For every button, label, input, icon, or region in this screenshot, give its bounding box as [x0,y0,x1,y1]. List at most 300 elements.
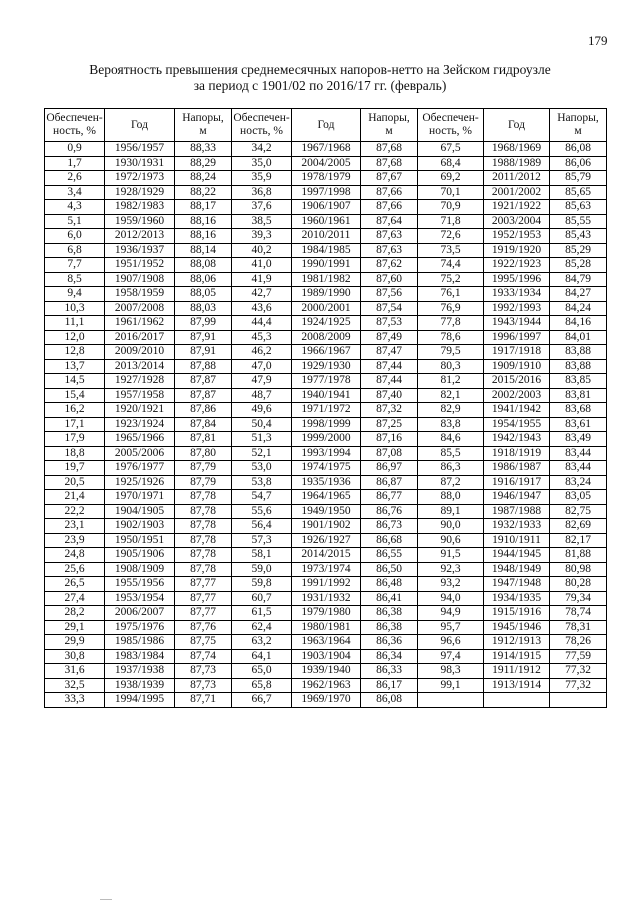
page-number: 179 [588,33,608,48]
table-cell: 87,44 [361,359,418,374]
table-cell: 1934/1935 [484,591,550,606]
table-cell: 32,5 [45,678,105,693]
table-cell: 1962/1963 [292,678,361,693]
table-cell: 1989/1990 [292,287,361,302]
table-cell: 19,7 [45,461,105,476]
table-cell: 86,38 [361,620,418,635]
table-cell: 83,85 [550,374,607,389]
table-cell: 94,9 [418,606,484,621]
table-cell: 90,6 [418,533,484,548]
table-cell: 1995/1996 [484,272,550,287]
table-cell: 87,81 [175,432,232,447]
table-row [45,519,607,534]
table-cell: 52,1 [232,446,292,461]
table-cell: 1920/1921 [105,403,175,418]
table-cell: 1984/1985 [292,243,361,258]
table-cell: 1912/1913 [484,635,550,650]
table-cell: 87,73 [175,664,232,679]
table-cell: 1986/1987 [484,461,550,476]
table-row [45,156,607,171]
table-row [45,330,607,345]
table-row [45,171,607,186]
table-cell: 59,0 [232,562,292,577]
table-cell: 83,24 [550,475,607,490]
table-cell: 35,9 [232,171,292,186]
table-row [45,316,607,331]
table-cell: 80,3 [418,359,484,374]
table-cell: 2010/2011 [292,229,361,244]
table-row [45,693,607,708]
table-row [45,287,607,302]
table-cell: 1909/1910 [484,359,550,374]
table-cell: 1967/1968 [292,142,361,157]
table-cell: 86,38 [361,606,418,621]
table-cell: 78,6 [418,330,484,345]
table-cell: 82,17 [550,533,607,548]
table-cell: 88,08 [175,258,232,273]
table-row [45,417,607,432]
table-cell: 88,03 [175,301,232,316]
table-cell: 84,24 [550,301,607,316]
table-cell: 87,80 [175,446,232,461]
table-row [45,562,607,577]
data-table [44,108,607,708]
table-cell: 68,4 [418,156,484,171]
table-cell: 86,33 [361,664,418,679]
table-cell: 1911/1912 [484,664,550,679]
table-cell: 89,1 [418,504,484,519]
table-row [45,678,607,693]
table-cell: 28,2 [45,606,105,621]
table-cell: 87,2 [418,475,484,490]
table-cell: 30,8 [45,649,105,664]
table-cell: 85,5 [418,446,484,461]
table-cell: 2004/2005 [292,156,361,171]
table-cell: 66,7 [232,693,292,708]
table-cell: 84,6 [418,432,484,447]
table-cell: 1943/1944 [484,316,550,331]
table-cell: 2014/2015 [292,548,361,563]
table-cell: 39,3 [232,229,292,244]
table-cell: 1961/1962 [105,316,175,331]
table-row [45,446,607,461]
table-row [45,200,607,215]
header-security-1: Обеспечен- ность, % [45,109,105,142]
table-cell: 84,27 [550,287,607,302]
table-cell: 85,29 [550,243,607,258]
table-cell: 1925/1926 [105,475,175,490]
table-cell: 1945/1946 [484,620,550,635]
table-row [45,345,607,360]
table-cell: 47,0 [232,359,292,374]
table-cell: 57,3 [232,533,292,548]
table-cell: 87,47 [361,345,418,360]
table-cell: 86,77 [361,490,418,505]
table-cell: 1940/1941 [292,388,361,403]
table-cell: 81,2 [418,374,484,389]
table-cell: 18,8 [45,446,105,461]
table-cell [418,693,484,708]
table-cell: 88,05 [175,287,232,302]
table-cell: 1947/1948 [484,577,550,592]
table-cell: 77,8 [418,316,484,331]
table-cell: 87,78 [175,519,232,534]
table-cell: 9,4 [45,287,105,302]
table-cell: 1921/1922 [484,200,550,215]
table-cell: 1988/1989 [484,156,550,171]
table-row [45,432,607,447]
table-row [45,606,607,621]
table-cell: 1924/1925 [292,316,361,331]
table-cell: 1985/1986 [105,635,175,650]
table-cell: 1968/1969 [484,142,550,157]
table-cell: 2006/2007 [105,606,175,621]
table-cell: 1951/1952 [105,258,175,273]
table-cell: 1972/1973 [105,171,175,186]
header-head-1: Напоры, м [175,109,232,142]
table-cell: 1904/1905 [105,504,175,519]
table-cell: 1975/1976 [105,620,175,635]
table-cell: 82,9 [418,403,484,418]
table-cell: 87,63 [361,229,418,244]
table-row [45,185,607,200]
table-cell: 38,5 [232,214,292,229]
table-cell: 73,5 [418,243,484,258]
table-cell: 94,0 [418,591,484,606]
table-cell: 87,86 [175,403,232,418]
table-cell: 2015/2016 [484,374,550,389]
table-row [45,374,607,389]
table-cell: 2016/2017 [105,330,175,345]
table-cell: 63,2 [232,635,292,650]
table-cell: 87,68 [361,142,418,157]
table-cell: 1905/1906 [105,548,175,563]
table-cell: 33,3 [45,693,105,708]
table-cell: 84,01 [550,330,607,345]
table-cell: 1949/1950 [292,504,361,519]
table-cell: 1918/1919 [484,446,550,461]
table-cell: 77,59 [550,649,607,664]
table-cell: 86,41 [361,591,418,606]
table-cell: 1978/1979 [292,171,361,186]
table-cell: 83,88 [550,345,607,360]
table-cell: 2011/2012 [484,171,550,186]
table-cell: 41,9 [232,272,292,287]
table-cell: 1930/1931 [105,156,175,171]
table-cell: 87,67 [361,171,418,186]
table-cell: 88,22 [175,185,232,200]
table-cell: 29,9 [45,635,105,650]
table-body [45,142,607,708]
table-cell: 1977/1978 [292,374,361,389]
table-cell: 1966/1967 [292,345,361,360]
table-cell: 45,3 [232,330,292,345]
table-cell: 1964/1965 [292,490,361,505]
table-cell: 56,4 [232,519,292,534]
table-cell: 86,08 [361,693,418,708]
table-cell: 85,55 [550,214,607,229]
table-cell: 31,6 [45,664,105,679]
table-row [45,214,607,229]
scan-artifact [100,899,112,900]
table-cell: 93,2 [418,577,484,592]
table-cell: 87,64 [361,214,418,229]
table-cell: 1914/1915 [484,649,550,664]
table-cell: 1998/1999 [292,417,361,432]
table-cell: 87,40 [361,388,418,403]
table-cell: 2009/2010 [105,345,175,360]
table-cell: 1953/1954 [105,591,175,606]
table-cell: 1963/1964 [292,635,361,650]
table-cell: 87,63 [361,243,418,258]
table-cell: 1954/1955 [484,417,550,432]
table-cell: 87,49 [361,330,418,345]
table-cell: 1959/1960 [105,214,175,229]
table-cell: 82,69 [550,519,607,534]
table-cell: 1992/1993 [484,301,550,316]
table-cell: 97,4 [418,649,484,664]
table-cell: 1952/1953 [484,229,550,244]
table-row [45,301,607,316]
table-cell: 78,26 [550,635,607,650]
table-cell: 36,8 [232,185,292,200]
table-cell: 1970/1971 [105,490,175,505]
table-cell: 85,79 [550,171,607,186]
document-title [0,62,640,94]
table-cell: 6,8 [45,243,105,258]
table-cell: 35,0 [232,156,292,171]
table-cell: 2003/2004 [484,214,550,229]
table-row [45,577,607,592]
table-cell: 40,2 [232,243,292,258]
table-cell: 87,71 [175,693,232,708]
table-cell: 1944/1945 [484,548,550,563]
table-cell: 79,34 [550,591,607,606]
table-cell: 80,98 [550,562,607,577]
table-cell: 87,68 [361,156,418,171]
table-cell: 86,87 [361,475,418,490]
table-cell: 53,8 [232,475,292,490]
table-cell: 86,08 [550,142,607,157]
table-cell: 59,8 [232,577,292,592]
table-row [45,504,607,519]
table-cell: 1901/1902 [292,519,361,534]
table-cell: 86,34 [361,649,418,664]
table-cell: 78,31 [550,620,607,635]
table-row [45,403,607,418]
table-row [45,388,607,403]
table-cell: 77,32 [550,678,607,693]
table-cell: 86,97 [361,461,418,476]
table-cell: 1,7 [45,156,105,171]
table-cell: 1974/1975 [292,461,361,476]
table-cell: 87,73 [175,678,232,693]
table-cell: 13,7 [45,359,105,374]
table-cell: 43,6 [232,301,292,316]
table-row [45,142,607,157]
table-cell: 1950/1951 [105,533,175,548]
table-row [45,272,607,287]
table-cell: 1916/1917 [484,475,550,490]
table-cell: 87,79 [175,461,232,476]
table-cell: 87,84 [175,417,232,432]
table-cell: 88,16 [175,229,232,244]
table-cell: 75,2 [418,272,484,287]
table-cell: 83,44 [550,446,607,461]
table-cell: 17,9 [45,432,105,447]
table-cell: 1946/1947 [484,490,550,505]
table-cell: 87,44 [361,374,418,389]
table-cell: 1981/1982 [292,272,361,287]
table-cell: 87,78 [175,533,232,548]
table-cell: 83,81 [550,388,607,403]
table-cell: 98,3 [418,664,484,679]
table-cell: 65,8 [232,678,292,693]
table-cell: 1990/1991 [292,258,361,273]
table-cell: 1973/1974 [292,562,361,577]
table-cell: 85,65 [550,185,607,200]
table-cell: 16,2 [45,403,105,418]
table-cell: 78,74 [550,606,607,621]
table-cell: 76,1 [418,287,484,302]
table-cell: 1938/1939 [105,678,175,693]
table-cell: 2000/2001 [292,301,361,316]
table-cell: 76,9 [418,301,484,316]
table-cell: 87,32 [361,403,418,418]
table-cell: 1929/1930 [292,359,361,374]
table-cell: 88,33 [175,142,232,157]
table-cell: 65,0 [232,664,292,679]
table-cell: 83,88 [550,359,607,374]
table-cell: 1991/1992 [292,577,361,592]
table-cell: 87,77 [175,577,232,592]
table-cell: 86,3 [418,461,484,476]
table-cell: 1907/1908 [105,272,175,287]
table-row [45,258,607,273]
table-cell: 86,17 [361,678,418,693]
table-row [45,461,607,476]
table-cell: 87,79 [175,475,232,490]
table-cell: 83,49 [550,432,607,447]
table-cell: 88,17 [175,200,232,215]
table-cell: 88,16 [175,214,232,229]
table-cell: 96,6 [418,635,484,650]
table-cell: 86,76 [361,504,418,519]
table-cell: 1948/1949 [484,562,550,577]
table-cell: 1927/1928 [105,374,175,389]
table-cell: 87,25 [361,417,418,432]
table-cell: 85,28 [550,258,607,273]
table-cell: 24,8 [45,548,105,563]
title-line-1: Вероятность превышения среднемесячных напоров-нетто на Зейском гидроузле [89,62,551,77]
table-cell: 87,53 [361,316,418,331]
table-cell: 22,2 [45,504,105,519]
table-cell: 1902/1903 [105,519,175,534]
table-cell: 21,4 [45,490,105,505]
table-cell: 82,75 [550,504,607,519]
table-cell: 87,74 [175,649,232,664]
table-row [45,533,607,548]
table-cell: 2007/2008 [105,301,175,316]
table-cell: 1906/1907 [292,200,361,215]
table-cell: 88,14 [175,243,232,258]
table-cell: 87,66 [361,200,418,215]
table-cell: 90,0 [418,519,484,534]
table-cell: 99,1 [418,678,484,693]
table-cell: 87,78 [175,490,232,505]
table-cell: 69,2 [418,171,484,186]
table-cell: 7,7 [45,258,105,273]
table-cell: 87,91 [175,345,232,360]
table-cell: 64,1 [232,649,292,664]
table-cell: 1994/1995 [105,693,175,708]
header-head-2: Напоры, м [361,109,418,142]
table-cell: 1931/1932 [292,591,361,606]
table-cell: 61,5 [232,606,292,621]
table-row [45,229,607,244]
table-row [45,243,607,258]
table-cell: 1957/1958 [105,388,175,403]
header-year-3: Год [484,109,550,142]
table-cell: 77,32 [550,664,607,679]
table-row [45,548,607,563]
table-cell: 12,8 [45,345,105,360]
table-cell: 86,55 [361,548,418,563]
table-cell: 88,24 [175,171,232,186]
table-cell: 29,1 [45,620,105,635]
table-cell: 1956/1957 [105,142,175,157]
table-row [45,475,607,490]
table-cell: 86,48 [361,577,418,592]
title-line-2: за период с 1901/02 по 2016/17 гг. (февраль) [193,78,447,93]
table-cell: 4,3 [45,200,105,215]
table-row [45,490,607,505]
table-cell: 86,50 [361,562,418,577]
table-cell: 1976/1977 [105,461,175,476]
table-cell: 86,36 [361,635,418,650]
table-cell: 83,8 [418,417,484,432]
table-cell: 53,0 [232,461,292,476]
table-cell: 0,9 [45,142,105,157]
table-cell: 71,8 [418,214,484,229]
table-cell: 87,60 [361,272,418,287]
table-cell: 44,4 [232,316,292,331]
table-cell: 2001/2002 [484,185,550,200]
table-cell: 6,0 [45,229,105,244]
table-cell: 81,88 [550,548,607,563]
table-cell: 55,6 [232,504,292,519]
table-cell: 26,5 [45,577,105,592]
table-cell: 1997/1998 [292,185,361,200]
table-cell: 85,63 [550,200,607,215]
table-cell: 2013/2014 [105,359,175,374]
table-cell: 50,4 [232,417,292,432]
table-cell: 87,77 [175,606,232,621]
table-cell: 82,1 [418,388,484,403]
table-cell: 1932/1933 [484,519,550,534]
table-cell: 87,77 [175,591,232,606]
table-cell: 1913/1914 [484,678,550,693]
table-cell: 87,62 [361,258,418,273]
header-head-3: Напоры, м [550,109,607,142]
table-cell: 3,4 [45,185,105,200]
table-cell: 1993/1994 [292,446,361,461]
table-cell: 2005/2006 [105,446,175,461]
table-cell: 1923/1924 [105,417,175,432]
table-cell: 92,3 [418,562,484,577]
table-cell: 88,0 [418,490,484,505]
table-cell: 1937/1938 [105,664,175,679]
